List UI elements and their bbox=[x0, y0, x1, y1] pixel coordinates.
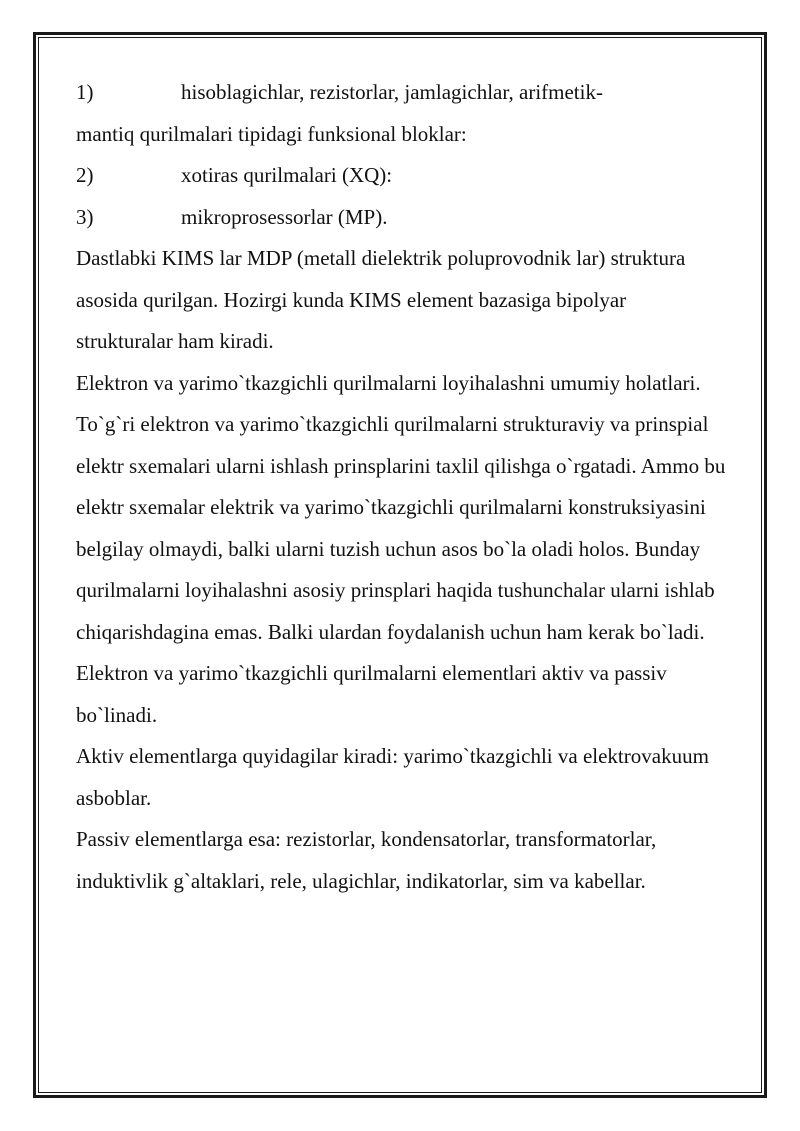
paragraph: Dastlabki KIMS lar MDP (metall dielektrik poluprovodnik lar) struktura asosida qurilgan. Hozirgi kunda KIMS element bazasiga bipolyar strukturalar ham kiradi. bbox=[76, 246, 686, 353]
paragraph: Elektron va yarimo`tkazgichli qurilmalarni loyihalashni umumiy holatlari. bbox=[76, 370, 701, 395]
list-number: 2) bbox=[76, 163, 94, 187]
list-number: 1) bbox=[76, 80, 94, 104]
paragraph: Elektron va yarimo`tkazgichli qurilmalarni elementlari aktiv va passiv bo`linadi. bbox=[76, 661, 667, 727]
paragraph: Passiv elementlarga esa: rezistorlar, kondensatorlar, transformatorlar, induktivlik g`altaklari, rele, ulagichlar, indikatorlar, sim va kabellar. bbox=[76, 827, 657, 893]
list-text: hisoblagichlar, rezistorlar, jamlagichlar, arifmetik- bbox=[181, 80, 603, 104]
list-text: mikroprosessorlar (MP). bbox=[181, 204, 388, 229]
list-item-continuation: mantiq qurilmalari tipidagi funksional bloklar: bbox=[76, 121, 467, 146]
document-body bbox=[76, 72, 726, 902]
paragraph: To`g`ri elektron va yarimo`tkazgichli qurilmalarni strukturaviy va prinspial elektr sxemalari ularni ishlash prinsplarini taxlil qilishga o`rgatadi. Ammo bu elektr sxemalar elektrik va yarimo`tkazgichli qurilmalarni konstruksiyasini belgilay olmaydi, balki ularni tuzish uchun asos bo`la oladi holos. Bunday qurilmalarni loyihalashni asosiy prinsplari haqida tushunchalar ularni ishlab chiqarishdagina emas. Balki ulardan foydalanish uchun ham kerak bo`ladi. bbox=[76, 412, 726, 644]
paragraph: Aktiv elementlarga quyidagilar kiradi: yarimo`tkazgichli va elektrovakuum asboblar. bbox=[76, 744, 709, 810]
list-item bbox=[76, 197, 726, 239]
list-item bbox=[76, 155, 726, 197]
list-text: xotiras qurilmalari (XQ): bbox=[181, 163, 393, 187]
list-number: 3) bbox=[76, 204, 94, 229]
list-item bbox=[76, 72, 726, 114]
